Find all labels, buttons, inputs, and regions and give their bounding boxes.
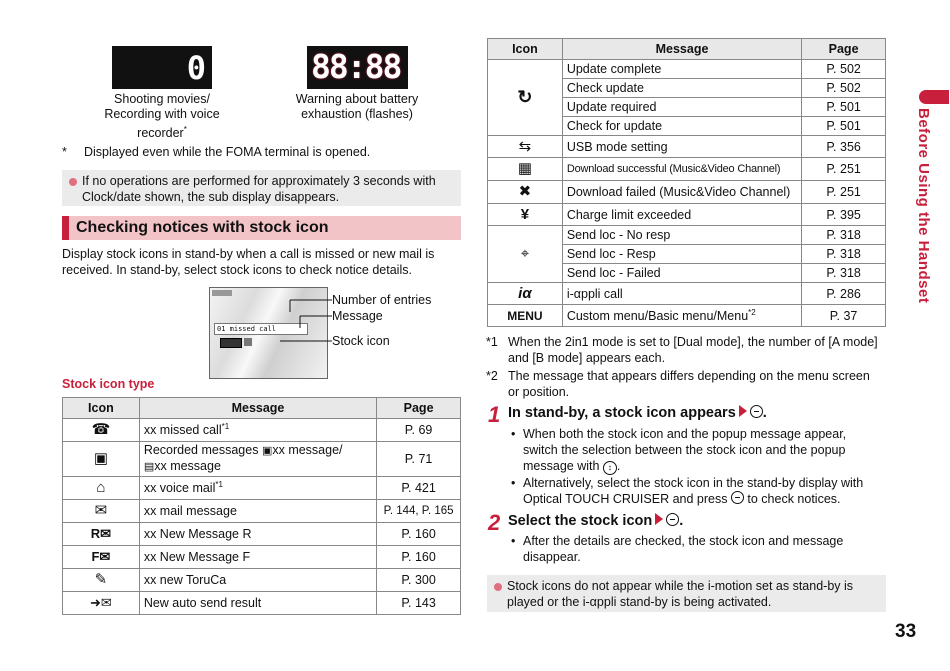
center-key-icon [750,405,763,418]
table-header-row: Icon Message Page [488,39,886,60]
lcd-caption-2: Warning about battery exhaustion (flashes) [295,92,419,121]
stock-icon-type-label: Stock icon type [62,377,155,391]
step-number-2: 2 [488,510,501,535]
message-f-icon: F✉ [91,549,111,564]
step-title-1: In stand-by, a stock icon appears . [508,405,767,421]
screen-callout-lines [280,290,340,350]
table-row: MENU Custom menu/Basic menu/Menu$^{*2}$ P. 37 [488,305,886,327]
label-message: Message [332,309,383,323]
voice-mail-icon: ⌂ [96,479,106,496]
table-row: Check update P. 502 [488,79,886,98]
side-tab-marker [919,90,949,104]
page-number: 33 [895,621,917,642]
table-row: ➜✉ New auto send result P. 143 [63,592,461,615]
step-1-bullet-2: • Alternatively, select the stock icon in the stand-by display with Optical TOUCH CRUISER and press to check notices. [511,476,864,506]
right-icon-table [487,38,886,327]
auto-send-icon: ➜✉ [90,595,112,610]
side-chapter-label: Before Using the Handset [915,108,932,304]
screen-popup: 01 missed call [214,323,308,335]
center-key-icon [666,513,679,526]
note-box-2: Stock icons do not appear while the i-motion set as stand-by is played or the i-αppli stand-by is being activated. [487,575,886,612]
note-bullet-icon [69,178,77,186]
table-row: Check for update P. 501 [488,117,886,136]
nav-key-icon: ↕ [603,461,617,475]
section-heading: Checking notices with stock icon [62,216,461,240]
video-message-small-icon: ▤ [143,461,155,473]
table-row: Update required P. 501 [488,98,886,117]
location-icon: ⌖ [520,245,530,262]
arrow-icon [655,513,663,525]
usb-icon: ⇆ [518,137,532,155]
download-failed-icon: ✖ [518,183,532,200]
message-r-icon: R✉ [90,526,112,541]
screen-stock-icon-2[interactable] [244,338,252,346]
screen-stock-icon[interactable] [220,338,242,348]
table-row: ☎ xx missed call$^{*1}$ P. 69 [63,419,461,442]
download-success-icon: ▦ [517,160,532,177]
table-row: Send loc - Failed P. 318 [488,264,886,283]
center-key-icon [731,491,744,504]
table-row: R✉ xx New Message R P. 160 [63,523,461,546]
note-box-1: If no operations are performed for approximately 3 seconds with Clock/date shown, the sub display disappears. [62,170,461,206]
intro-text: Display stock icons in stand-by when a call is missed or new mail is received. In stand-by, select stock icons to check notice details. [62,247,435,277]
step-number-1: 1 [488,402,501,427]
arrow-icon [739,405,747,417]
lcd-digits: 88:88 [311,47,401,86]
menu-icon: MENU [507,308,543,323]
table-row: ⌖ Send loc - No resp P. 318 [488,226,886,245]
toruca-icon: ✎ [94,571,108,588]
lcd-digit: 0 [186,49,206,87]
footnote-star: * Displayed even while the FOMA terminal is opened. [62,145,371,159]
table-row: ⌂ xx voice mail$^{*1}$ P. 421 [63,477,461,500]
lcd-caption-1: Shooting movies/ Recording with voice recorder* [104,92,220,141]
footnote-2: *2 The message that appears differs depending on the menu screen or position. [486,369,870,399]
table-row: ▦ Download successful (Music&Video Channel) P. 251 [488,158,886,181]
table-header-row: Icon Message Page [63,398,461,419]
label-entries: Number of entries [332,293,432,307]
table-row: ↻ Update complete P. 502 [488,60,886,79]
table-row: ⇆ USB mode setting P. 356 [488,136,886,158]
iappli-icon: iα [518,284,532,302]
table-row: ▣ Recorded messages ▣xx message/ ▤xx message P. 71 [63,442,461,477]
step-1-bullet-1: • When both the stock icon and the popup message appear, switch the selection between the stock icon and the popup message with ↕ . [511,427,847,473]
footnote-1: *1 When the 2in1 mode is set to [Dual mode], the number of [A mode] and [B mode] appears each. [486,335,878,365]
table-row: ✉ xx mail message P. 144, P. 165 [63,500,461,523]
label-stock-icon: Stock icon [332,334,390,348]
voice-message-icon: ▣ [93,450,108,467]
update-icon: ↻ [517,87,533,107]
step-2-bullet-1: • After the details are checked, the stock icon and message disappear. [511,534,844,564]
table-row: ✖ Download failed (Music&Video Channel) P. 251 [488,181,886,204]
voice-message-small-icon: ▣ [261,445,273,457]
note-bullet-icon [494,583,502,591]
left-icon-table [62,397,461,615]
yen-icon: ¥ [520,205,530,223]
step-title-2: Select the stock icon . [508,513,684,529]
table-row: F✉ xx New Message F P. 160 [63,546,461,569]
table-row: ¥ Charge limit exceeded P. 395 [488,204,886,226]
phone-icon: ☎ [91,421,111,438]
lcd-zero-image [112,46,212,89]
lcd-battery-image [307,46,408,89]
mail-icon: ✉ [94,502,108,519]
table-row: iα i-αppli call P. 286 [488,283,886,305]
screen-status-bar [212,290,232,296]
table-row: ✎ xx new ToruCa P. 300 [63,569,461,592]
table-row: Send loc - Resp P. 318 [488,245,886,264]
